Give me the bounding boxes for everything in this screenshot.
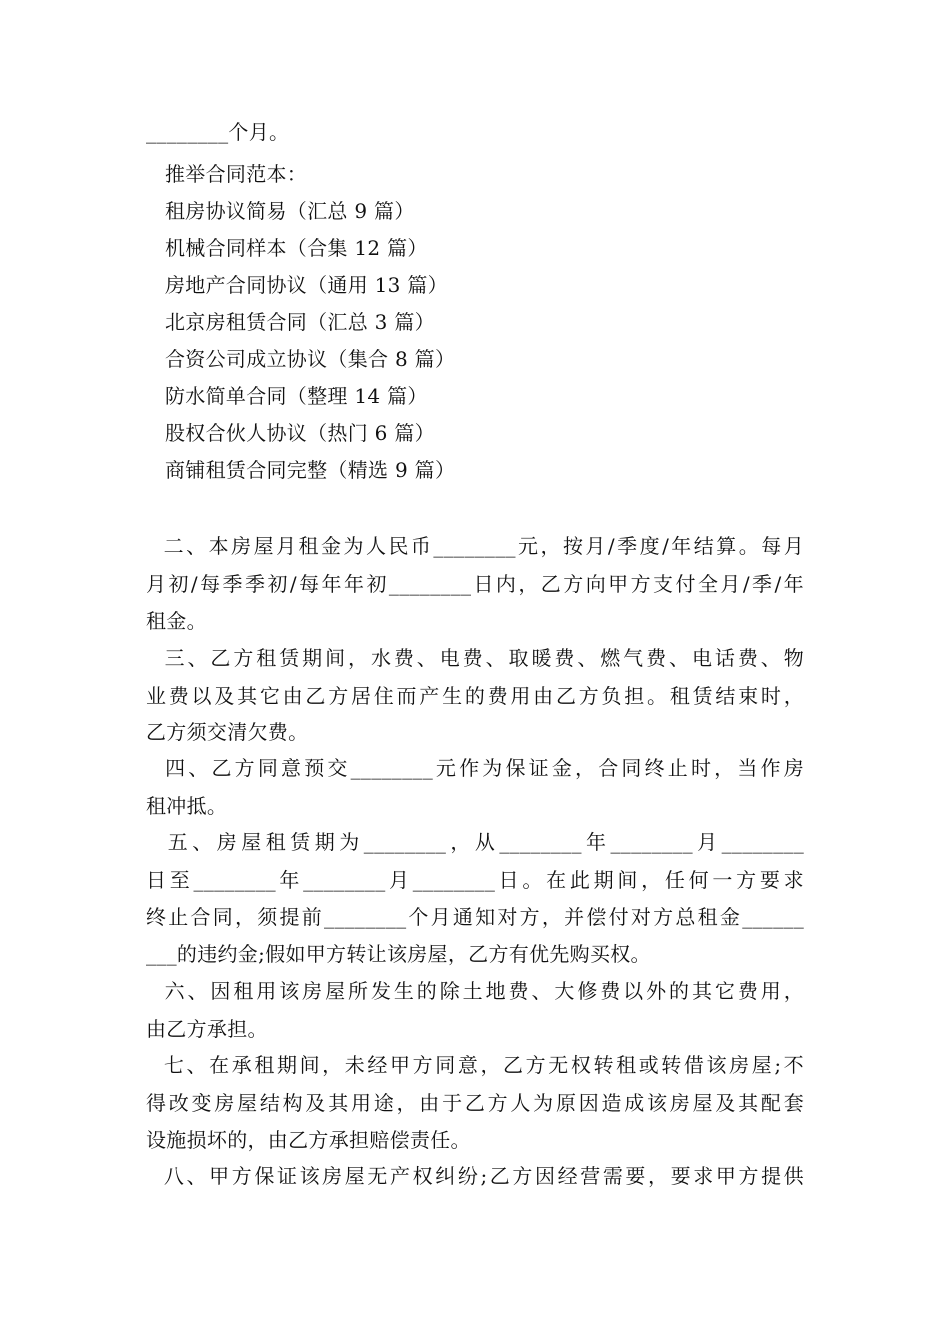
clause-3-line-3: 乙方须交清欠费。: [146, 720, 309, 744]
recommend-link-6[interactable]: 防水简单合同（整理 14 篇）: [165, 384, 428, 408]
clause-6-line-1: 六、因租用该房屋所发生的除土地费、大修费以外的其它费用，: [146, 979, 804, 1003]
recommend-link-3[interactable]: 房地产合同协议（通用 13 篇）: [165, 273, 448, 297]
clause-3-line-1: 三、乙方租赁期间，水费、电费、取暖费、燃气费、电话费、物: [146, 646, 804, 670]
clause-7-line-1: 七、在承租期间，未经甲方同意，乙方无权转租或转借该房屋;不: [146, 1053, 804, 1077]
clause-4-line-1: 四、乙方同意预交________元作为保证金，合同终止时，当作房: [146, 756, 804, 780]
clause-4-line-2: 租冲抵。: [146, 794, 228, 818]
clause-8-line-1: 八、甲方保证该房屋无产权纠纷;乙方因经营需要，要求甲方提供: [146, 1164, 804, 1188]
clause-5-line-1: 五、房屋租赁期为________，从________年________月________: [146, 830, 804, 854]
recommend-link-1[interactable]: 租房协议简易（汇总 9 篇）: [165, 199, 415, 223]
clause-6-line-2: 由乙方承担。: [146, 1017, 268, 1041]
clause-7-line-3: 设施损坏的，由乙方承担赔偿责任。: [146, 1128, 471, 1152]
recommend-link-8[interactable]: 商铺租赁合同完整（精选 9 篇）: [165, 458, 456, 482]
clause-2-line-2: 月初/每季季初/每年年初________日内，乙方向甲方支付全月/季/年: [146, 572, 804, 596]
recommend-heading: 推举合同范本：: [165, 162, 308, 186]
clause-5-line-4: ___的违约金;假如甲方转让该房屋，乙方有优先购买权。: [146, 942, 651, 966]
text-line-month-blank: ________个月。: [146, 120, 290, 144]
clause-7-line-2: 得改变房屋结构及其用途，由于乙方人为原因造成该房屋及其配套: [146, 1091, 804, 1115]
clause-3-line-2: 业费以及其它由乙方居住而产生的费用由乙方负担。租赁结束时，: [146, 684, 804, 708]
recommend-link-2[interactable]: 机械合同样本（合集 12 篇）: [165, 236, 428, 260]
recommend-link-7[interactable]: 股权合伙人协议（热门 6 篇）: [165, 421, 435, 445]
clause-5-line-3: 终止合同，须提前________个月通知对方，并偿付对方总租金______: [146, 905, 804, 929]
clause-2-line-3: 租金。: [146, 609, 207, 633]
clause-5-line-2: 日至________年________月________日。在此期间，任何一方要求: [146, 868, 804, 892]
recommend-link-4[interactable]: 北京房租赁合同（汇总 3 篇）: [165, 310, 435, 334]
clause-2-line-1: 二、本房屋月租金为人民币________元，按月/季度/年结算。每月: [146, 534, 804, 558]
recommend-link-5[interactable]: 合资公司成立协议（集合 8 篇）: [165, 347, 456, 371]
